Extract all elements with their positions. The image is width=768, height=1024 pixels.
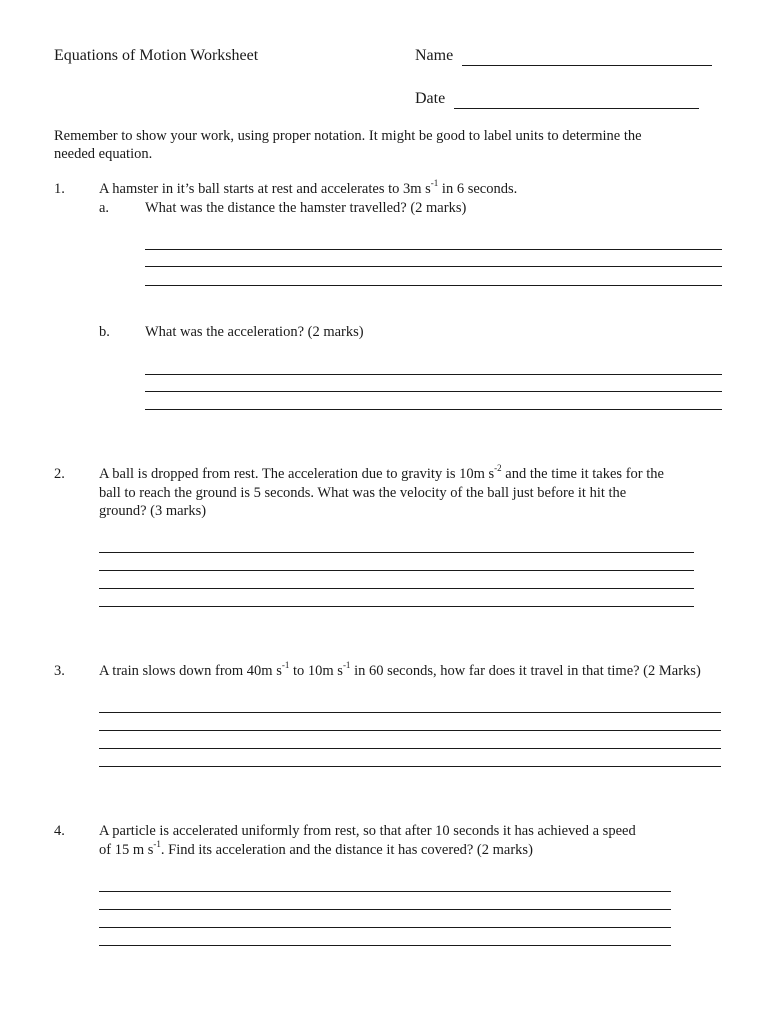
answer-line[interactable] xyxy=(99,766,721,767)
question-4-text-end: . Find its acceleration and the distance it has covered? (2 marks) xyxy=(160,842,533,858)
question-1-superscript: -1 xyxy=(430,178,439,189)
answer-line[interactable] xyxy=(99,606,694,607)
question-1b-letter: b. xyxy=(99,324,110,340)
date-label: Date xyxy=(415,90,446,107)
question-3-number: 3. xyxy=(54,663,65,679)
date-field[interactable] xyxy=(454,108,699,109)
name-field[interactable] xyxy=(462,65,712,66)
question-3-text-part-1: A train slows down from 40m s xyxy=(99,663,282,679)
answer-line[interactable] xyxy=(145,285,722,286)
answer-line[interactable] xyxy=(99,927,671,928)
question-4-line-2 xyxy=(99,839,533,859)
question-1-text-end: in 6 seconds. xyxy=(438,181,518,197)
answer-line[interactable] xyxy=(99,891,671,892)
answer-line[interactable] xyxy=(145,266,722,267)
question-1b-text: What was the acceleration? (2 marks) xyxy=(145,324,364,340)
answer-line[interactable] xyxy=(145,374,722,375)
answer-line[interactable] xyxy=(99,945,671,946)
worksheet-title: Equations of Motion Worksheet xyxy=(54,47,259,64)
answer-line[interactable] xyxy=(99,748,721,749)
question-1a-letter: a. xyxy=(99,200,110,216)
question-3-text-part-3: in 60 seconds, how far does it travel in that time? (2 Marks) xyxy=(350,663,701,679)
question-2-line-3: ground? (3 marks) xyxy=(99,503,207,519)
answer-line[interactable] xyxy=(99,570,694,571)
answer-line[interactable] xyxy=(145,409,722,410)
answer-line[interactable] xyxy=(145,249,722,250)
question-3-text xyxy=(99,660,701,680)
question-2-line-1 xyxy=(99,463,664,483)
question-1-text-main: A hamster in it’s ball starts at rest and accelerates to 3m s xyxy=(99,181,431,197)
instructions-line-2: needed equation. xyxy=(54,146,153,162)
answer-line[interactable] xyxy=(99,730,721,731)
question-4-number: 4. xyxy=(54,823,65,839)
question-1-number: 1. xyxy=(54,181,65,197)
question-2-text-main: A ball is dropped from rest. The acceleration due to gravity is 10m s xyxy=(99,466,495,482)
question-3-text-part-2: to 10m s xyxy=(289,663,343,679)
answer-line[interactable] xyxy=(99,909,671,910)
instructions-line-1: Remember to show your work, using proper notation. It might be good to label units to determine the xyxy=(54,128,642,144)
name-label: Name xyxy=(415,47,454,64)
question-2-number: 2. xyxy=(54,466,65,482)
question-4-text-main: of 15 m s xyxy=(99,842,154,858)
question-3-superscript-1: -1 xyxy=(281,660,290,671)
answer-line[interactable] xyxy=(99,588,694,589)
question-3-superscript-2: -1 xyxy=(342,660,351,671)
answer-line[interactable] xyxy=(145,391,722,392)
question-1a-text: What was the distance the hamster travelled? (2 marks) xyxy=(145,200,467,216)
answer-line[interactable] xyxy=(99,552,694,553)
question-2-text-end: and the time it takes for the xyxy=(501,466,664,482)
question-2-line-2: ball to reach the ground is 5 seconds. What was the velocity of the ball just before it hit the xyxy=(99,485,627,501)
question-2-superscript: -2 xyxy=(494,463,502,474)
question-1-text xyxy=(99,178,518,198)
answer-line[interactable] xyxy=(99,712,721,713)
question-4-superscript: -1 xyxy=(153,839,161,850)
question-4-line-1: A particle is accelerated uniformly from rest, so that after 10 seconds it has achieved a speed xyxy=(99,823,636,839)
